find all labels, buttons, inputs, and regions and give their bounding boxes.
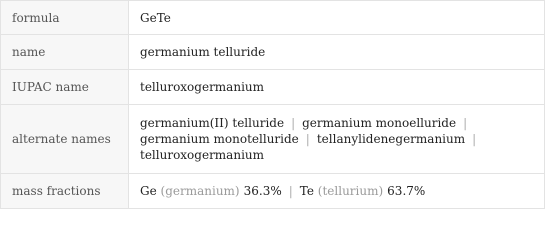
separator: | — [291, 116, 296, 130]
element-name: (tellurium) — [317, 184, 384, 198]
row-label: alternate names — [1, 105, 129, 174]
row-label: formula — [1, 1, 129, 35]
element-name: (germanium) — [160, 184, 240, 198]
row-formula — [1, 1, 545, 35]
formula-value: GeTe — [129, 1, 545, 35]
separator: | — [305, 132, 310, 146]
alternate-names-value — [129, 105, 545, 174]
separator: | — [472, 132, 477, 146]
alternate-name: tellanylidenegermanium — [316, 132, 466, 146]
element-symbol: Te — [299, 184, 314, 198]
row-alternate-names — [1, 105, 545, 174]
row-label: name — [1, 35, 129, 70]
alternate-name: germanium monotelluride — [140, 132, 299, 146]
alternate-name: germanium monoelluride — [302, 116, 457, 130]
element-symbol: Ge — [140, 184, 157, 198]
separator: | — [463, 116, 468, 130]
row-label: IUPAC name — [1, 70, 129, 105]
row-iupac-name — [1, 70, 545, 105]
mass-fractions-value — [129, 174, 545, 209]
iupac-name-value: telluroxogermanium — [129, 70, 545, 105]
name-value: germanium telluride — [129, 35, 545, 70]
alternate-name: germanium(II) telluride — [140, 116, 285, 130]
separator: | — [288, 184, 293, 198]
row-mass-fractions — [1, 174, 545, 209]
row-label: mass fractions — [1, 174, 129, 209]
row-name — [1, 35, 545, 70]
mass-percent: 63.7% — [387, 184, 426, 198]
mass-percent: 36.3% — [243, 184, 282, 198]
alternate-name: telluroxogermanium — [140, 148, 265, 162]
